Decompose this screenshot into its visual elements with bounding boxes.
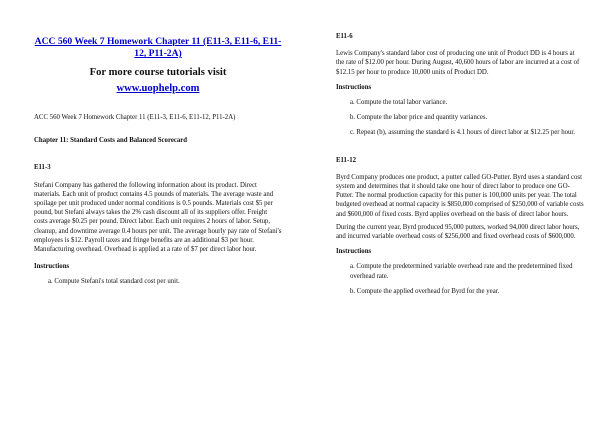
e11-3-body: Stefani Company has gathered the following information about its product. Direct materials. Each unit of product contains 4.5 pounds of materials. The average waste and spoilage per unit produced under normal conditions is 0.5 pounds. Materials cost $5 per pound, but Stefani always takes the 2% cash discount all of its suppliers offer. Freight costs average $0.25 per pound. Direct labor. Each unit requires 2 hours of labor. Setup, cleanup, and downtime average 0.4 hours per unit. The average hourly pay rate of Stefani's employees is $12. Payroll taxes and fringe benefits are an additional $3 per hour. Manufacturing overhead. Overhead is applied at a rate of $7 per direct labor hour. [34,181,282,254]
e11-12-heading: E11-12 [336,156,357,164]
e11-12-instructions-label: Instructions [336,248,372,256]
e11-6-item-a: a. Compute the total labor variance. [350,99,448,107]
e11-3-item-a: a. Compute Stefani's total standard cost per unit. [48,278,180,286]
right-page [300,0,600,424]
e11-3-instructions-label: Instructions [34,263,70,271]
promo-link[interactable]: www.uophelp.com [116,83,200,94]
title-link[interactable]: ACC 560 Week 7 Homework Chapter 11 (E11-3, E11-6, E11-12, P11-2A) [34,36,282,59]
chapter-heading: Chapter 11: Standard Costs and Balanced Scorecard [34,137,188,145]
e11-12-body-1: Byrd Company produces one product, a putter called GO-Putter. Byrd uses a standard cost system and determines that it should take one hour of direct labor to produce one GO-Putter. The normal production capacity for this putter is 100,000 units per year. The total budgeted overhead at normal capacity is $850,000 comprised of $250,000 of variable costs and $600,000 of fixed costs. Byrd applies overhead on the basis of direct labor hours. [336,173,584,218]
doc-title: ACC 560 Week 7 Homework Chapter 11 (E11-3, E11-6, E11-12, P11-2A) [34,114,236,121]
e11-6-item-b: b. Compute the labor price and quantity variances. [350,114,488,122]
e11-12-item-b: b. Compute the applied overhead for Byrd for the year. [350,287,500,295]
e11-6-heading: E11-6 [336,33,353,40]
e11-12-body-2: During the current year, Byrd produced 95,000 putters, worked 94,000 direct labor hours, and incurred variable overhead costs of $256,000 and fixed overhead costs of $600,000. [336,223,580,241]
e11-6-body: Lewis Company's standard labor cost of producing one unit of Product DD is 4 hours at the rate of $12.00 per hour. During August, 40,600 hours of labor are incurred at a cost of $12.15 per hour to produce 10,000 units of Product DD. [336,50,580,76]
e11-6-instructions-label: Instructions [336,83,372,91]
e11-3-heading: E11-3 [34,164,51,172]
e11-6-item-c: c. Repeat (b), assuming the standard is 4.1 hours of direct labor at $12.25 per hour. [350,129,575,137]
e11-12-item-a: a. Compute the predetermined variable overhead rate and the predetermined fixed overhead rate. [350,263,573,280]
promo-text: For more course tutorials visit [89,67,227,78]
